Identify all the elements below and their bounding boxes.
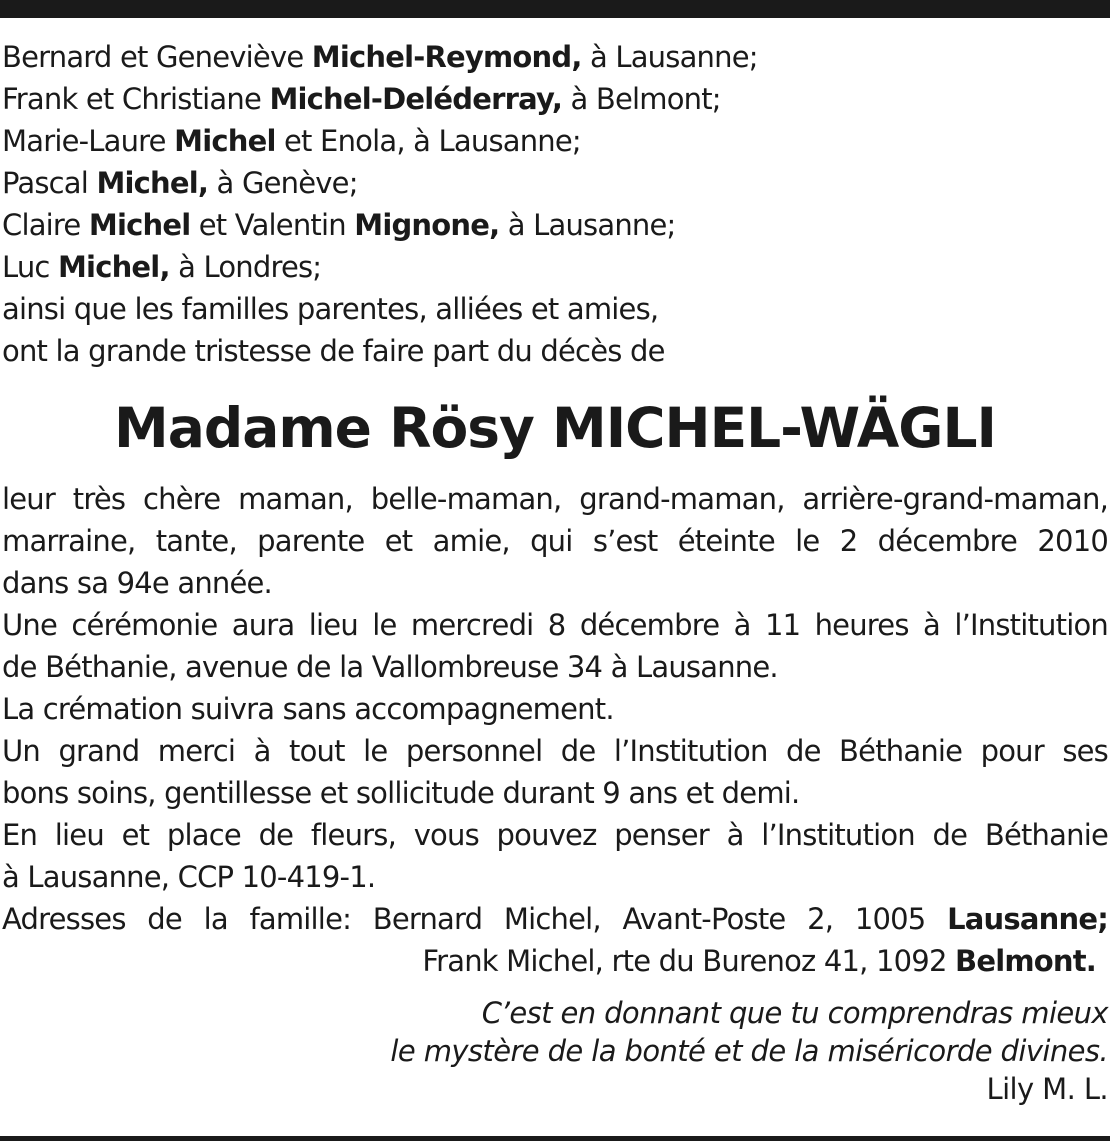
family-name: Michel, [58, 250, 170, 284]
family-line: Claire Michel et Valentin Mignone, à Lausanne; [2, 208, 676, 242]
text-line: à Lausanne, CCP 10-419-1. [2, 860, 376, 894]
top-rule [0, 0, 1110, 18]
quote-line: C’est en donnant que tu comprendras mieux [481, 996, 1108, 1030]
family-name: Michel [88, 208, 191, 242]
family-list [2, 36, 1108, 372]
address-line: Adresses de la famille: Bernard Michel, Avant-Poste 2, 1005 Lausanne; [2, 902, 1108, 936]
paragraph-ceremony [2, 604, 1108, 688]
quote-line: le mystère de la bonté et de la miséricorde divines. [390, 1034, 1108, 1068]
text-line: leur très chère maman, belle-maman, grand-maman, arrière-grand-maman, [2, 482, 1108, 516]
family-line: Bernard et Geneviève Michel-Reymond, à Lausanne; [2, 40, 758, 74]
address-city: Lausanne; [947, 902, 1108, 936]
bottom-rule [0, 1136, 1110, 1141]
family-name: Michel [174, 124, 276, 158]
family-addresses [2, 898, 1108, 982]
address-line: Frank Michel, rte du Burenoz 41, 1092 Belmont. [422, 944, 1096, 978]
text-line: Un grand merci à tout le personnel de l’Institution de Béthanie pour ses [2, 734, 1108, 768]
deceased-name: Madame Rösy MICHEL-WÄGLI [114, 396, 996, 460]
family-name: Michel, [96, 166, 209, 200]
family-name: Mignone, [354, 208, 500, 242]
paragraph-cremation [2, 688, 1108, 730]
obituary-notice [2, 36, 1108, 1108]
paragraph-donation [2, 814, 1108, 898]
text-line: marraine, tante, parente et amie, qui s’est éteinte le 2 décembre 2010 [2, 524, 1108, 558]
quote-signature: Lily M. L. [986, 1072, 1108, 1106]
paragraph-thanks [2, 730, 1108, 814]
text-line: bons soins, gentillesse et sollicitude durant 9 ans et demi. [2, 776, 800, 810]
address-city: Belmont. [955, 944, 1096, 978]
family-line: Luc Michel, à Londres; [2, 250, 322, 284]
text-line: La crémation suivra sans accompagnement. [2, 692, 614, 726]
text-line: dans sa 94e année. [2, 566, 272, 600]
text-line: Une cérémonie aura lieu le mercredi 8 décembre à 11 heures à l’Institution [2, 608, 1108, 642]
intro-line: ont la grande tristesse de faire part du décès de [2, 334, 665, 368]
intro-line: ainsi que les familles parentes, alliées et amies, [2, 292, 659, 326]
family-line: Frank et Christiane Michel-Deléderray, à Belmont; [2, 82, 721, 116]
family-name: Michel-Reymond, [311, 40, 582, 74]
family-line: Marie-Laure Michel et Enola, à Lausanne; [2, 124, 581, 158]
family-line: Pascal Michel, à Genève; [2, 166, 358, 200]
text-line: de Béthanie, avenue de la Vallombreuse 34 à Lausanne. [2, 650, 778, 684]
paragraph-announcement [2, 478, 1108, 604]
text-line: En lieu et place de fleurs, vous pouvez penser à l’Institution de Béthanie [2, 818, 1108, 852]
family-name: Michel-Deléderray, [269, 82, 563, 116]
closing-quote [2, 994, 1108, 1108]
